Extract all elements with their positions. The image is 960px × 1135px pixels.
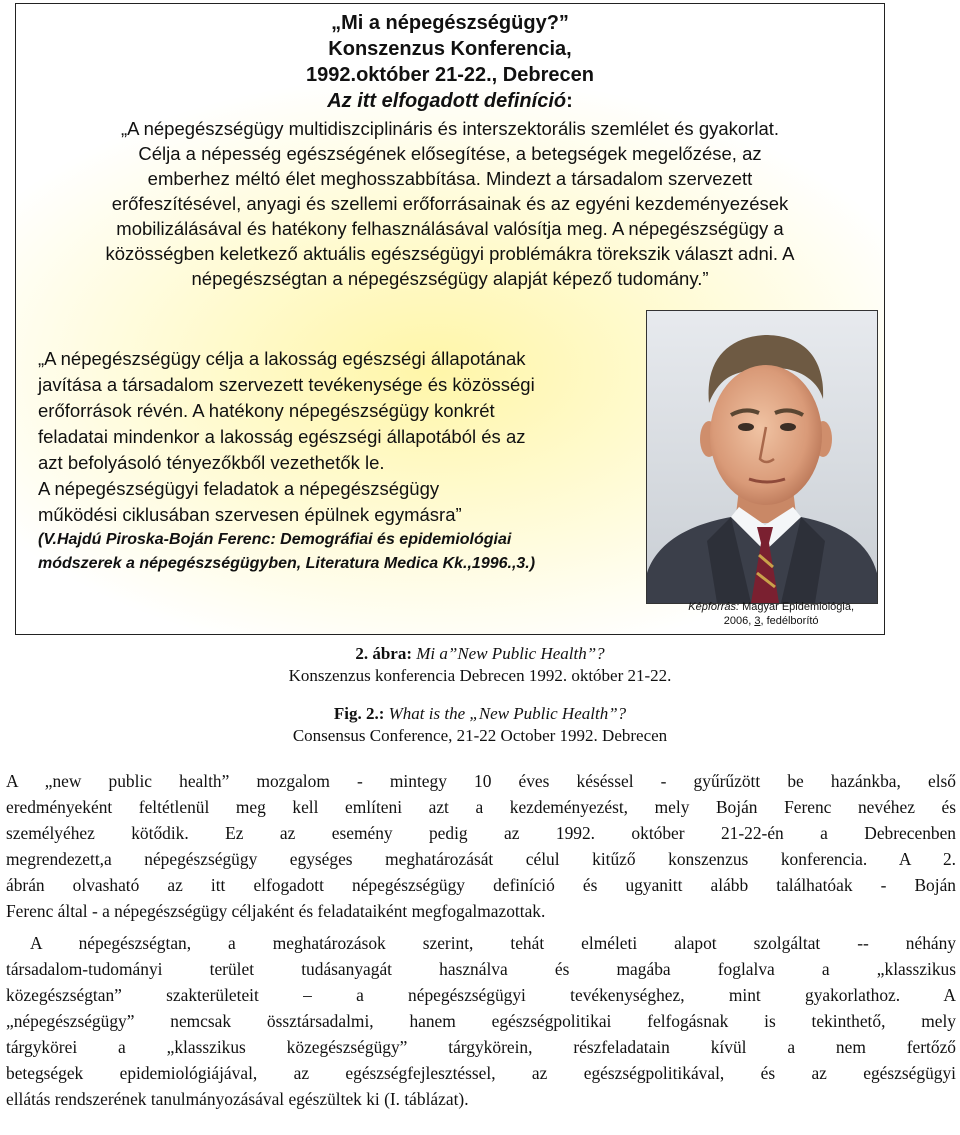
paragraph-1 [6,768,956,924]
figure-heading-line: Konszenzus Konferencia, [328,38,572,60]
caption-en-text: What is the „New Public Health”? [384,704,627,723]
figure-heading-line: 1992.október 21-22., Debrecen [306,64,594,86]
photo-credit [688,600,854,628]
portrait-illustration [647,311,877,603]
body-text [6,768,956,1112]
paragraph-line: ábrán olvasható az itt elfogadott népegészségügy definíció és ugyanitt alább találhatóak - Boján [6,875,956,895]
definition-line: „A népegészségügy multidiszciplináris és interszektorális szemlélet és gyakorlat. [120,118,780,139]
photo-credit-line1 [688,600,854,614]
paragraph-line: Ferenc által - a népegészségügy céljaként és feladataiként megfogalmazottak. [6,901,546,921]
paragraph-line: A „new public health” mozgalom - mintegy 10 éves késéssel - gyűrűzött be hazánkba, első [6,771,956,791]
photo-credit-label: Képforrás: [688,601,740,613]
figure-heading-line: „Mi a népegészségügy?” [331,12,569,34]
paragraph-line: személyéhez kötődik. Ez az esemény pedig az 1992. október 21-22-én a Debrecenben [6,823,956,843]
caption-hu-title [0,644,960,664]
paragraph-line: társadalom-tudományi terület tudásanyagát használva és magába foglalva a „klasszikus [6,959,956,979]
paragraph-line: betegségek epidemiológiájával, az egészségfejlesztéssel, az egészségpolitikával, és az egészségügyi [6,1063,956,1083]
figure-panel [15,3,885,635]
quote-line: A népegészségügyi feladatok a népegészségügy [38,478,440,499]
paragraph-line: „népegészségügy” nemcsak össztársadalmi, hanem egészségpolitikai felfogásnak is tekinthető, mely [6,1011,956,1031]
paragraph-2 [6,930,956,1112]
caption-en-label: Fig. 2.: [333,704,385,723]
photo-credit-year: 2006, [723,615,755,627]
quote-line: erőforrások révén. A hatékony népegészségügy konkrét [38,400,495,421]
caption-hu-label: 2. ábra: [355,644,412,663]
definition-line: emberhez méltó élet meghosszabbítása. Mindezt a társadalom szervezett [147,168,753,189]
citation-line: (V.Hajdú Piroska-Boján Ferenc: Demográfiai és epidemiológiai [38,531,512,548]
definition-heading-row [16,88,884,114]
definition-line: népegészségtan a népegészségügy alapját képező tudomány.” [191,268,709,289]
caption-en-line2: Consensus Conference, 21-22 October 1992. Debrecen [292,726,668,745]
quote-line: feladatai mindenkor a lakosság egészségi állapotából és az [38,426,526,447]
definition-heading: Az itt elfogadott definíció [327,90,567,112]
paragraph-line: eredményeként feltétlenül meg kell említeni azt a kezdeményezést, mely Boján Ferenc nevéhez és [6,797,956,817]
quote-line: azt befolyásoló tényezőkből vezethetők le. [38,452,385,473]
citation-line: módszerek a népegészségügyben, Literatura Medica Kk.,1996.,3.) [38,555,536,572]
caption-hu-text: Mi a”New Public Health”? [412,644,605,663]
caption-hu-line2: Konszenzus konferencia Debrecen 1992. október 21-22. [288,666,672,685]
photo-credit-suffix: , fedélborító [760,615,819,627]
paragraph-line: közegészségtan” szakterületeit – a népegészségügyi tevékenységhez, mint gyakorlathoz. A [6,985,956,1005]
photo-credit-source: Magyar Epidemiológia, [739,601,854,613]
definition-line: közösségben keletkező aktuális egészségügyi problémákra törekszik választ adni. A [105,243,795,264]
definition-line: mobilizálásával és hatékony felhasználásával valósítja meg. A népegészségügy a [116,218,784,239]
quote-line: működési ciklusában szervesen épülnek egymásra” [38,504,462,525]
paragraph-line: tárgykörei a „klasszikus közegészségügy” tárgykörein, részfeladatain kívül a nem fertőző [6,1037,956,1057]
quote-block [38,346,638,576]
photo-credit-line2 [688,614,854,628]
definition-text [16,116,884,291]
photo-credit-issue: 3 [754,615,761,627]
paragraph-line: A népegészségtan, a meghatározások szerint, tehát elméleti alapot szolgáltat -- néhány [30,933,956,953]
paragraph-line: megrendezett,a népegészségügy egységes meghatározását célul kitűző konszenzus konferencia. A 2. [6,849,956,869]
caption-en-title [0,704,960,724]
definition-line: erőfeszítésével, anyagi és szellemi erőforrásainak és az egyéni kezdeményezések [111,193,789,214]
definition-line: Célja a népesség egészségének elősegítése, a betegségek megelőzése, az [138,143,762,164]
figure-header [16,10,884,291]
portrait-photo [646,310,878,604]
quote-line: „A népegészségügy célja a lakosság egészségi állapotának [38,348,526,369]
paragraph-line: ellátás rendszerének tanulmányozásával egészültek ki (I. táblázat). [6,1089,469,1109]
quote-line: javítása a társadalom szervezett tevékenysége és közösségi [38,374,535,395]
definition-colon: : [566,90,573,112]
